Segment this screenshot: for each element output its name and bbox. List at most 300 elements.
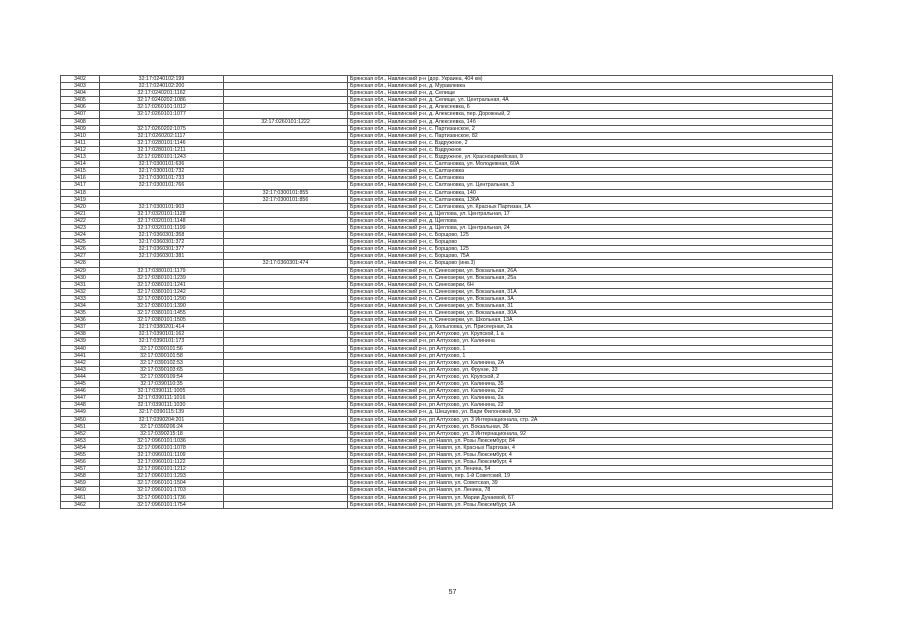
cadastral-number-cell: 32:17:0380101:1290 (100, 295, 224, 302)
row-number-cell: 3435 (61, 310, 100, 317)
cadastral-number-cell: 32:17:0380101:1455 (100, 310, 224, 317)
cadastral-number-cell: 32:17:0380101:1239 (100, 274, 224, 281)
row-number-cell: 3422 (61, 217, 100, 224)
address-cell: Брянская обл., Навлинский р-н, с. Салтановка, 140 (348, 189, 833, 196)
table-row (61, 317, 833, 324)
row-number-cell: 3405 (61, 97, 100, 104)
address-cell: Брянская обл., Навлинский р-н, рп Алтухово, ул. Калинина, 22 (348, 402, 833, 409)
building-cadastral-cell (224, 182, 348, 189)
cadastral-number-cell: 32:17:0390115:139 (100, 409, 224, 416)
cadastral-number-cell: 32:17:0380101:1505 (100, 317, 224, 324)
building-cadastral-cell (224, 317, 348, 324)
building-cadastral-cell (224, 267, 348, 274)
building-cadastral-cell (224, 423, 348, 430)
address-cell: Брянская обл., Навлинский р-н, рп Алтухово, ул. Калинина, 2А (348, 359, 833, 366)
table-row (61, 373, 833, 380)
address-cell: Брянская обл., Навлинский р-н, рп Алтухово, ул. Калинина, 35 (348, 381, 833, 388)
row-number-cell: 3412 (61, 146, 100, 153)
table-row (61, 217, 833, 224)
building-cadastral-cell (224, 217, 348, 224)
building-cadastral-cell (224, 466, 348, 473)
table-row (61, 154, 833, 161)
row-number-cell: 3409 (61, 125, 100, 132)
row-number-cell: 3450 (61, 416, 100, 423)
building-cadastral-cell (224, 480, 348, 487)
building-cadastral-cell (224, 402, 348, 409)
row-number-cell: 3420 (61, 203, 100, 210)
table-row (61, 402, 833, 409)
table-row (61, 423, 833, 430)
cadastral-number-cell: 32:17:0380201:414 (100, 324, 224, 331)
row-number-cell: 3410 (61, 132, 100, 139)
cadastral-number-cell: 32:17:0320101:1148 (100, 217, 224, 224)
row-number-cell: 3456 (61, 459, 100, 466)
building-cadastral-cell (224, 132, 348, 139)
table-row (61, 118, 833, 125)
building-cadastral-cell (224, 203, 348, 210)
address-cell: Брянская обл., Навлинский р-н, рп Навля, ул. Советская, 39 (348, 480, 833, 487)
row-number-cell: 3457 (61, 466, 100, 473)
cadastral-number-cell: 32:17:0390110:35 (100, 381, 224, 388)
cadastral-number-cell: 32:17:0240102:199 (100, 76, 224, 83)
address-cell: Брянская обл., Навлинский р-н, с. Партизанское, 82 (348, 132, 833, 139)
address-cell: Брянская обл., Навлинский р-н, д. Селище (348, 90, 833, 97)
address-cell: Брянская обл., Навлинский р-н, п. Синеозерки, ул. Вокзальная, 31 (348, 303, 833, 310)
address-cell: Брянская обл., Навлинский р-н, с. Борщово (инв.3) (348, 260, 833, 267)
cadastral-number-cell: 32:17:0390101:56 (100, 345, 224, 352)
table-row (61, 338, 833, 345)
table-row (61, 132, 833, 139)
cadastral-number-cell: 32:17:0390102:53 (100, 359, 224, 366)
cadastral-number-cell: 32:17:0380101:1179 (100, 267, 224, 274)
row-number-cell: 3427 (61, 253, 100, 260)
building-cadastral-cell: 32:17:0260101:1222 (224, 118, 348, 125)
building-cadastral-cell (224, 104, 348, 111)
row-number-cell: 3438 (61, 331, 100, 338)
table-row (61, 310, 833, 317)
table-row (61, 352, 833, 359)
building-cadastral-cell (224, 76, 348, 83)
address-cell: Брянская обл., Навлинский р-н, рп Алтухово, ул. Крупской, 2 (348, 373, 833, 380)
row-number-cell: 3444 (61, 373, 100, 380)
table-row (61, 210, 833, 217)
row-number-cell: 3441 (61, 352, 100, 359)
address-cell: Брянская обл., Навлинский р-н, рп Алтухово, 1 (348, 352, 833, 359)
address-cell: Брянская обл., Навлинский р-н, рп Алтухово, ул. Фрунзе, 33 (348, 366, 833, 373)
address-cell: Брянская обл., Навлинский р-н (дор. Украина, 404 км) (348, 76, 833, 83)
address-cell: Брянская обл., Навлинский р-н, п. Синеозерки, ул. Вокзальная, 3А (348, 295, 833, 302)
cadastral-number-cell: 32:17:0390215:18 (100, 430, 224, 437)
cadastral-number-cell: 32:17:0360301:358 (100, 232, 224, 239)
table-row (61, 451, 833, 458)
building-cadastral-cell: 32:17:0300101:856 (224, 196, 348, 203)
row-number-cell: 3449 (61, 409, 100, 416)
cadastral-number-cell: 32:17:0390103:65 (100, 366, 224, 373)
address-cell: Брянская обл., Навлинский р-н, рп Алтухово, ул. Крупской, 1 а (348, 331, 833, 338)
address-cell: Брянская обл., Навлинский р-н, п. Синеозерки, 6Н (348, 281, 833, 288)
cadastral-number-cell: 32:17:0320101:1199 (100, 224, 224, 231)
building-cadastral-cell: 32:17:0360301:474 (224, 260, 348, 267)
address-cell: Брянская обл., Навлинский р-н, с. Салтановка, ул. Центральная, 3 (348, 182, 833, 189)
row-number-cell: 3454 (61, 444, 100, 451)
row-number-cell: 3443 (61, 366, 100, 373)
building-cadastral-cell (224, 232, 348, 239)
cadastral-number-cell: 32:17:0390111:1016 (100, 395, 224, 402)
table-row (61, 161, 833, 168)
table-row (61, 437, 833, 444)
building-cadastral-cell (224, 274, 348, 281)
table-row (61, 260, 833, 267)
building-cadastral-cell (224, 366, 348, 373)
registry-table-body (61, 76, 833, 509)
cadastral-number-cell: 32:17:0960101:1504 (100, 480, 224, 487)
building-cadastral-cell (224, 487, 348, 494)
building-cadastral-cell (224, 416, 348, 423)
address-cell: Брянская обл., Навлинский р-н, д. Алексеевка, 6 (348, 104, 833, 111)
building-cadastral-cell (224, 146, 348, 153)
cadastral-number-cell: 32:17:0390109:54 (100, 373, 224, 380)
cadastral-number-cell: 32:17:0390101:58 (100, 352, 224, 359)
row-number-cell: 3428 (61, 260, 100, 267)
cadastral-number-cell: 32:17:0260101:1012 (100, 104, 224, 111)
building-cadastral-cell (224, 161, 348, 168)
building-cadastral-cell (224, 154, 348, 161)
building-cadastral-cell (224, 473, 348, 480)
row-number-cell: 3447 (61, 395, 100, 402)
row-number-cell: 3446 (61, 388, 100, 395)
address-cell: Брянская обл., Навлинский р-н, п. Синеозерки, ул. Вокзальная, 25а (348, 274, 833, 281)
address-cell: Брянская обл., Навлинский р-н, рп Навля, ул. Красных Партизан, 4 (348, 444, 833, 451)
table-row (61, 345, 833, 352)
row-number-cell: 3458 (61, 473, 100, 480)
table-row (61, 430, 833, 437)
address-cell: Брянская обл., Навлинский р-н, рп Навля, ул. Ленина, 78 (348, 487, 833, 494)
table-row (61, 203, 833, 210)
cadastral-number-cell: 32:17:0360301:377 (100, 246, 224, 253)
table-row (61, 175, 833, 182)
address-cell: Брянская обл., Навлинский р-н, рп Алтухово, ул. 3 Интернационала, 92 (348, 430, 833, 437)
row-number-cell: 3455 (61, 451, 100, 458)
row-number-cell: 3431 (61, 281, 100, 288)
cadastral-number-cell: 32:17:0360301:372 (100, 239, 224, 246)
table-row (61, 409, 833, 416)
address-cell: Брянская обл., Навлинский р-н, п. Синеозерки, ул. Вокзальная, 30А (348, 310, 833, 317)
row-number-cell: 3439 (61, 338, 100, 345)
address-cell: Брянская обл., Навлинский р-н, с. Вздружное, ул. Красноармейская, 9 (348, 154, 833, 161)
cadastral-number-cell: 32:17:0320101:1128 (100, 210, 224, 217)
building-cadastral-cell (224, 444, 348, 451)
address-cell: Брянская обл., Навлинский р-н, с. Борщово (348, 239, 833, 246)
cadastral-number-cell: 32:17:0300101:733 (100, 175, 224, 182)
row-number-cell: 3436 (61, 317, 100, 324)
building-cadastral-cell (224, 395, 348, 402)
table-row (61, 381, 833, 388)
cadastral-number-cell: 32:17:0240202:1086 (100, 97, 224, 104)
row-number-cell: 3408 (61, 118, 100, 125)
address-cell: Брянская обл., Навлинский р-н, рп Алтухово, ул. Калинина, 2а (348, 395, 833, 402)
cadastral-number-cell: 32:17:0380101:1242 (100, 288, 224, 295)
building-cadastral-cell (224, 359, 348, 366)
table-row (61, 331, 833, 338)
address-cell: Брянская обл., Навлинский р-н, рп Навля, ул. Розы Люксембург, 4 (348, 451, 833, 458)
table-row (61, 246, 833, 253)
table-row (61, 473, 833, 480)
row-number-cell: 3429 (61, 267, 100, 274)
row-number-cell: 3459 (61, 480, 100, 487)
address-cell: Брянская обл., Навлинский р-н, д. Алексеевка, 14б (348, 118, 833, 125)
table-row (61, 366, 833, 373)
building-cadastral-cell (224, 125, 348, 132)
address-cell: Брянская обл., Навлинский р-н, рп Алтухово, ул. Вокзальная, 36 (348, 423, 833, 430)
cadastral-number-cell: 32:17:0390206:24 (100, 423, 224, 430)
row-number-cell: 3416 (61, 175, 100, 182)
address-cell: Брянская обл., Навлинский р-н, д. Муравлевка (348, 83, 833, 90)
building-cadastral-cell (224, 373, 348, 380)
row-number-cell: 3432 (61, 288, 100, 295)
table-row (61, 487, 833, 494)
registry-table (60, 75, 833, 509)
cadastral-number-cell: 32:17:0380101:1390 (100, 303, 224, 310)
building-cadastral-cell (224, 303, 348, 310)
address-cell: Брянская обл., Навлинский р-н, д. Шешуево, ул. Вари Филоновой, 50 (348, 409, 833, 416)
row-number-cell: 3423 (61, 224, 100, 231)
building-cadastral-cell (224, 295, 348, 302)
address-cell: Брянская обл., Навлинский р-н, рп Навля, ул. Розы Люксембург, 4 (348, 459, 833, 466)
row-number-cell: 3406 (61, 104, 100, 111)
row-number-cell: 3404 (61, 90, 100, 97)
building-cadastral-cell (224, 331, 348, 338)
cadastral-number-cell: 32:17:0360301:381 (100, 253, 224, 260)
address-cell: Брянская обл., Навлинский р-н, рп Алтухово, 1 (348, 345, 833, 352)
address-cell: Брянская обл., Навлинский р-н, рп Навля, ул. Марии Дунаевой, 67 (348, 494, 833, 501)
table-row (61, 359, 833, 366)
cadastral-number-cell: 32:17:0300101:903 (100, 203, 224, 210)
cadastral-number-cell: 32:17:0960101:1293 (100, 473, 224, 480)
row-number-cell: 3437 (61, 324, 100, 331)
building-cadastral-cell (224, 253, 348, 260)
address-cell: Брянская обл., Навлинский р-н, рп Навля, ул. Ленина, 54 (348, 466, 833, 473)
building-cadastral-cell (224, 381, 348, 388)
row-number-cell: 3453 (61, 437, 100, 444)
table-row (61, 76, 833, 83)
cadastral-number-cell: 32:17:0240201:1162 (100, 90, 224, 97)
table-row (61, 416, 833, 423)
cadastral-number-cell (100, 189, 224, 196)
table-row (61, 139, 833, 146)
table-row (61, 189, 833, 196)
row-number-cell: 3445 (61, 381, 100, 388)
table-row (61, 281, 833, 288)
address-cell: Брянская обл., Навлинский р-н, д. Щеглова, ул. Центральная, 17 (348, 210, 833, 217)
row-number-cell: 3421 (61, 210, 100, 217)
row-number-cell: 3461 (61, 494, 100, 501)
building-cadastral-cell (224, 111, 348, 118)
row-number-cell: 3430 (61, 274, 100, 281)
row-number-cell: 3425 (61, 239, 100, 246)
row-number-cell: 3433 (61, 295, 100, 302)
table-row (61, 303, 833, 310)
address-cell: Брянская обл., Навлинский р-н, с. Вздружное (348, 146, 833, 153)
row-number-cell: 3448 (61, 402, 100, 409)
row-number-cell: 3424 (61, 232, 100, 239)
table-row (61, 480, 833, 487)
row-number-cell: 3413 (61, 154, 100, 161)
building-cadastral-cell (224, 139, 348, 146)
cadastral-number-cell: 32:17:0280101:1211 (100, 146, 224, 153)
cadastral-number-cell: 32:17:0280101:1146 (100, 139, 224, 146)
building-cadastral-cell (224, 388, 348, 395)
row-number-cell: 3411 (61, 139, 100, 146)
building-cadastral-cell (224, 451, 348, 458)
address-cell: Брянская обл., Навлинский р-н, рп Алтухово, ул. Калинина (348, 338, 833, 345)
cadastral-number-cell: 32:17:0390101:162 (100, 331, 224, 338)
cadastral-number-cell: 32:17:0260101:1077 (100, 111, 224, 118)
building-cadastral-cell (224, 324, 348, 331)
address-cell: Брянская обл., Навлинский р-н, с. Борщово, 125 (348, 232, 833, 239)
table-row (61, 90, 833, 97)
building-cadastral-cell (224, 345, 348, 352)
building-cadastral-cell (224, 83, 348, 90)
building-cadastral-cell (224, 210, 348, 217)
cadastral-number-cell: 32:17:0300101:636 (100, 161, 224, 168)
address-cell: Брянская обл., Навлинский р-н, с. Партизанское, 2 (348, 125, 833, 132)
row-number-cell: 3440 (61, 345, 100, 352)
building-cadastral-cell (224, 288, 348, 295)
building-cadastral-cell: 32:17:0300101:855 (224, 189, 348, 196)
address-cell: Брянская обл., Навлинский р-н, с. Салтановка (348, 168, 833, 175)
table-row (61, 196, 833, 203)
table-row (61, 494, 833, 501)
address-cell: Брянская обл., Навлинский р-н, с. Борщово, 75А (348, 253, 833, 260)
cadastral-number-cell: 32:17:0300101:732 (100, 168, 224, 175)
row-number-cell: 3442 (61, 359, 100, 366)
address-cell: Брянская обл., Навлинский р-н, с. Вздружное, 2 (348, 139, 833, 146)
cadastral-number-cell: 32:17:0240102:200 (100, 83, 224, 90)
table-row (61, 146, 833, 153)
address-cell: Брянская обл., Навлинский р-н, с. Салтановка, ул. Молодежная, 60А (348, 161, 833, 168)
address-cell: Брянская обл., Навлинский р-н, д. Селище, ул. Центральная, 4А (348, 97, 833, 104)
table-row (61, 288, 833, 295)
row-number-cell: 3403 (61, 83, 100, 90)
table-row (61, 295, 833, 302)
address-cell: Брянская обл., Навлинский р-н, рп Навля, пер. 1-й Советский, 19 (348, 473, 833, 480)
cadastral-number-cell (100, 260, 224, 267)
row-number-cell: 3419 (61, 196, 100, 203)
cadastral-number-cell: 32:17:0960101:1212 (100, 466, 224, 473)
address-cell: Брянская обл., Навлинский р-н, рп Алтухово, ул. Калинина, 22 (348, 388, 833, 395)
cadastral-number-cell: 32:17:0380101:1241 (100, 281, 224, 288)
building-cadastral-cell (224, 494, 348, 501)
building-cadastral-cell (224, 97, 348, 104)
table-row (61, 168, 833, 175)
table-row (61, 395, 833, 402)
table-row (61, 104, 833, 111)
cadastral-number-cell: 32:17:0390111:1005 (100, 388, 224, 395)
building-cadastral-cell (224, 175, 348, 182)
address-cell: Брянская обл., Навлинский р-н, рп Алтухово, ул. 3 Интернационала, стр. 2А (348, 416, 833, 423)
table-row (61, 466, 833, 473)
table-row (61, 459, 833, 466)
cadastral-number-cell: 32:17:0280101:1243 (100, 154, 224, 161)
building-cadastral-cell (224, 437, 348, 444)
cadastral-number-cell: 32:17:0390111:1030 (100, 402, 224, 409)
row-number-cell: 3407 (61, 111, 100, 118)
cadastral-number-cell: 32:17:0960101:1736 (100, 494, 224, 501)
address-cell: Брянская обл., Навлинский р-н, д. Щеглова (348, 217, 833, 224)
row-number-cell: 3417 (61, 182, 100, 189)
cadastral-number-cell: 32:17:0390101:173 (100, 338, 224, 345)
table-row (61, 239, 833, 246)
cadastral-number-cell: 32:17:0960101:1122 (100, 459, 224, 466)
address-cell: Брянская обл., Навлинский р-н, рп Навля, ул. Розы Люксембург, 1А (348, 501, 833, 508)
row-number-cell: 3451 (61, 423, 100, 430)
table-row (61, 253, 833, 260)
building-cadastral-cell (224, 501, 348, 508)
cadastral-number-cell: 32:17:0260202:1075 (100, 125, 224, 132)
address-cell: Брянская обл., Навлинский р-н, п. Синеозерки, ул. Вокзальная, 26А (348, 267, 833, 274)
cadastral-number-cell: 32:17:0960101:1109 (100, 451, 224, 458)
cadastral-number-cell: 32:17:0260202:1117 (100, 132, 224, 139)
building-cadastral-cell (224, 409, 348, 416)
building-cadastral-cell (224, 246, 348, 253)
table-row (61, 388, 833, 395)
table-row (61, 274, 833, 281)
cadastral-number-cell: 32:17:0960101:1703 (100, 487, 224, 494)
cadastral-number-cell: 32:17:0960101:1036 (100, 437, 224, 444)
address-cell: Брянская обл., Навлинский р-н, п. Синеозерки, ул. Школьная, 13А (348, 317, 833, 324)
row-number-cell: 3415 (61, 168, 100, 175)
cadastral-number-cell (100, 196, 224, 203)
building-cadastral-cell (224, 459, 348, 466)
building-cadastral-cell (224, 281, 348, 288)
table-row (61, 232, 833, 239)
address-cell: Брянская обл., Навлинский р-н, д. Копыловка, ул. Присеерная, 2а (348, 324, 833, 331)
table-row (61, 83, 833, 90)
building-cadastral-cell (224, 239, 348, 246)
page-number: 57 (448, 589, 457, 596)
address-cell: Брянская обл., Навлинский р-н, п. Синеозерки, ул. Вокзальная, 31А (348, 288, 833, 295)
address-cell: Брянская обл., Навлинский р-н, рп Навля, ул. Розы Люксембург, 84 (348, 437, 833, 444)
building-cadastral-cell (224, 310, 348, 317)
building-cadastral-cell (224, 90, 348, 97)
table-row (61, 111, 833, 118)
table-row (61, 224, 833, 231)
table-row (61, 324, 833, 331)
table-row (61, 97, 833, 104)
row-number-cell: 3414 (61, 161, 100, 168)
cadastral-number-cell: 32:17:0960101:1078 (100, 444, 224, 451)
building-cadastral-cell (224, 338, 348, 345)
building-cadastral-cell (224, 224, 348, 231)
table-row (61, 182, 833, 189)
row-number-cell: 3402 (61, 76, 100, 83)
building-cadastral-cell (224, 352, 348, 359)
cadastral-number-cell (100, 118, 224, 125)
address-cell: Брянская обл., Навлинский р-н, с. Салтановка (348, 175, 833, 182)
building-cadastral-cell (224, 430, 348, 437)
building-cadastral-cell (224, 168, 348, 175)
address-cell: Брянская обл., Навлинский р-н, д. Щеглова, ул. Центральная, 24 (348, 224, 833, 231)
row-number-cell: 3460 (61, 487, 100, 494)
cadastral-number-cell: 32:17:0960101:1754 (100, 501, 224, 508)
row-number-cell: 3418 (61, 189, 100, 196)
table-row (61, 125, 833, 132)
row-number-cell: 3426 (61, 246, 100, 253)
row-number-cell: 3462 (61, 501, 100, 508)
table-row (61, 444, 833, 451)
cadastral-number-cell: 32:17:0300101:766 (100, 182, 224, 189)
table-row (61, 501, 833, 508)
